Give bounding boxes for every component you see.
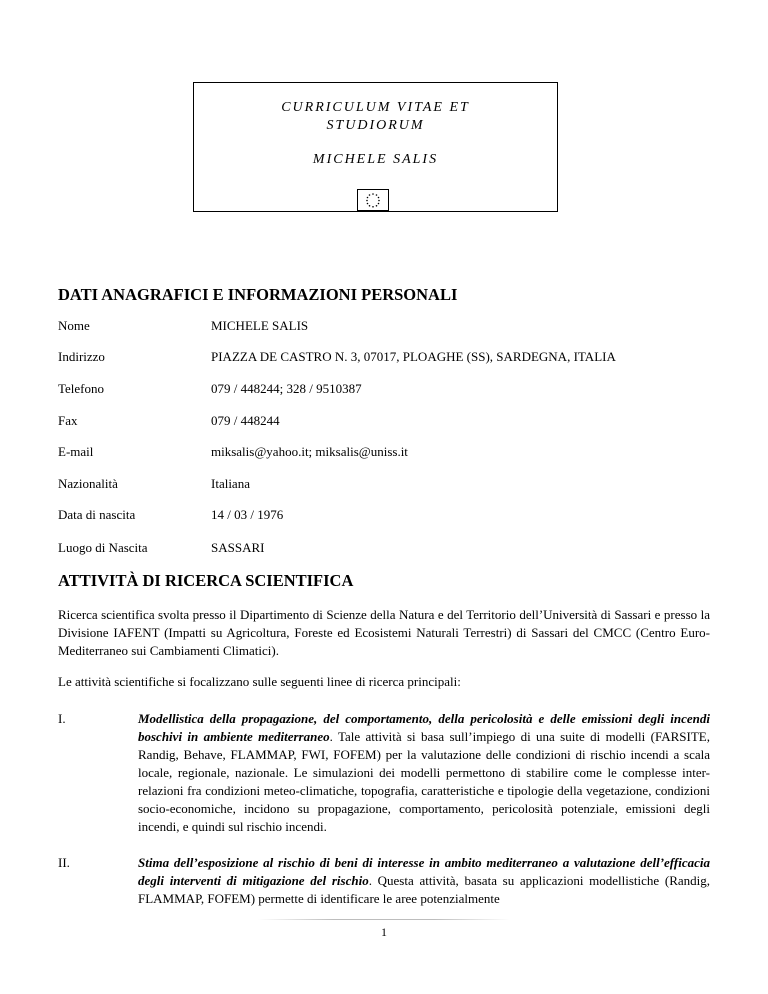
info-value: Italiana: [211, 476, 250, 491]
list-number: I.: [58, 711, 66, 726]
title-box: [193, 82, 558, 212]
list-item-title: Stima dell’esposizione al rischio di beni di interesse in ambito mediterraneo a valutazione dell’efficacia degli interventi di mitigazione del rischio: [138, 855, 710, 888]
info-value: 14 / 03 / 1976: [211, 507, 284, 522]
list-item-text: . Tale attività si basa sull’impiego di una suite di modelli (FARSITE, Randig, Behave, FLAMMAP, FWI, FOFEM) per la valutazione delle condizioni di rischio incendi a scala locale, regionale, nazionale. Le simulazioni dei modelli permettono di stabilire come le complesse inter-relazioni fra condizioni meteo-climatiche, topografia, caratteristiche e tipologie della vegetazione, condizioni socio-economiche, incidono su propagazione, comportamento, pericolosità potenziale, emissioni degli incendi, e quindi sul rischio incendi.: [138, 729, 710, 834]
personal-info-heading: DATI ANAGRAFICI E INFORMAZIONI PERSONALI: [58, 285, 458, 304]
list-item-body: [138, 710, 710, 836]
footer-rule: [258, 919, 510, 920]
cv-title-line-2: STUDIORUM: [326, 118, 425, 133]
info-label: E-mail: [58, 444, 94, 459]
cv-name: MICHELE SALIS: [312, 152, 439, 167]
info-label: Nazionalità: [58, 476, 118, 491]
info-label: Telefono: [58, 381, 105, 396]
info-value: miksalis@yahoo.it; miksalis@uniss.it: [211, 444, 408, 459]
info-label: Luogo di Nascita: [58, 540, 148, 555]
info-value: MICHELE SALIS: [211, 318, 309, 333]
info-label: Data di nascita: [58, 507, 136, 522]
research-heading: ATTIVITÀ DI RICERCA SCIENTIFICA: [58, 571, 354, 590]
research-intro: Ricerca scientifica svolta presso il Dipartimento di Scienze della Natura e del Territorio dell’Università di Sassari e presso la Divisione IAFENT (Impatti su Agricoltura, Foreste ed Ecosistemi Naturali Terrestri) di Sassari del CMCC (Centro Euro-Mediterraneo sui Cambiamenti Climatici).: [58, 607, 710, 658]
cv-title-line-1: CURRICULUM VITAE ET: [281, 100, 470, 115]
list-item-text: . Questa attività, basata su applicazioni modellistiche (Randig, FLAMMAP, FOFEM) permette di identificare le aree potenzialmente: [138, 873, 710, 906]
info-label: Indirizzo: [58, 349, 105, 364]
list-item-title: Modellistica della propagazione, del comportamento, della pericolosità e delle emissioni degli incendi boschivi in ambiente mediterraneo: [138, 711, 710, 744]
research-lines-intro: Le attività scientifiche si focalizzano sulle seguenti linee di ricerca principali:: [58, 674, 461, 689]
info-value: SASSARI: [211, 540, 265, 555]
eu-flag-icon: [357, 189, 389, 211]
list-number: II.: [58, 855, 70, 870]
info-value: 079 / 448244: [211, 413, 280, 428]
info-label: Nome: [58, 318, 90, 333]
info-label: Fax: [58, 413, 78, 428]
list-item-body: [138, 854, 710, 908]
info-value: PIAZZA DE CASTRO N. 3, 07017, PLOAGHE (SS), SARDEGNA, ITALIA: [211, 349, 616, 364]
info-value: 079 / 448244; 328 / 9510387: [211, 381, 362, 396]
page-number: 1: [381, 925, 387, 939]
